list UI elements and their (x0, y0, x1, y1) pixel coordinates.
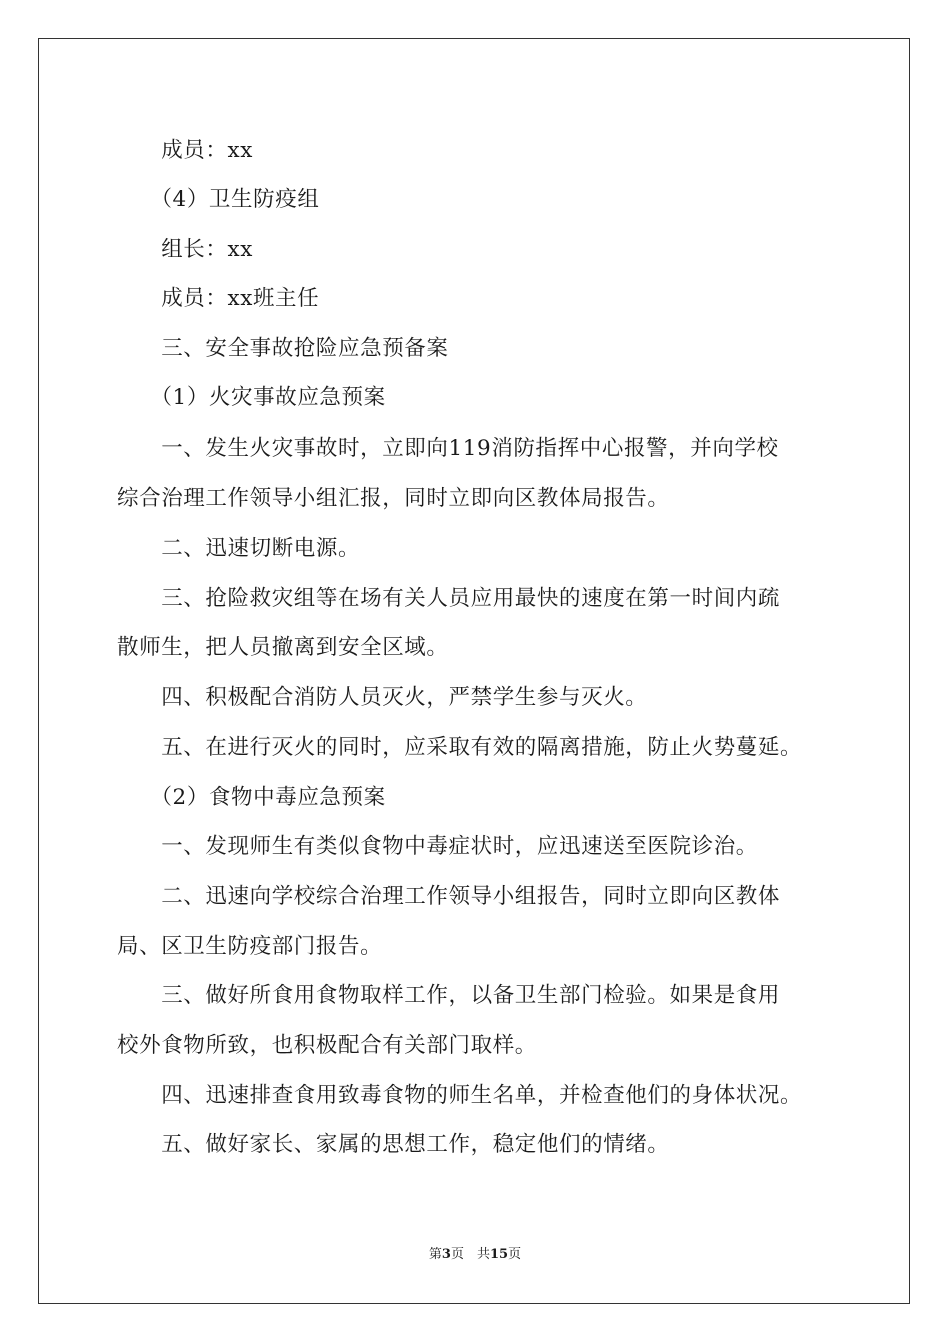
page-footer (0, 1246, 950, 1264)
text-line: 散师生，把人员撤离到安全区域。 (117, 635, 449, 660)
current-page-number: 3 (441, 1247, 451, 1262)
text-line: 综合治理工作领导小组汇报，同时立即向区教体局报告。 (117, 486, 670, 511)
text-line: 二、迅速切断电源。 (117, 536, 361, 561)
section-heading: 三、安全事故抢险应急预备案 (117, 336, 449, 361)
page-border (38, 38, 910, 1304)
subsection-heading: （1）火灾事故应急预案 (117, 385, 386, 410)
text-line: 五、做好家长、家属的思想工作，稳定他们的情绪。 (117, 1132, 670, 1157)
text-line: 局、区卫生防疫部门报告。 (117, 934, 383, 959)
footer-prefix: 第 (428, 1247, 442, 1262)
text-line: 校外食物所致，也积极配合有关部门取样。 (117, 1033, 537, 1058)
text-line: 五、在进行灭火的同时，应采取有效的隔离措施，防止火势蔓延。 (117, 735, 803, 760)
text-line: 成员：xx (117, 138, 253, 163)
footer-suffix: 页 (508, 1247, 522, 1262)
subsection-heading: （2）食物中毒应急预案 (117, 785, 386, 810)
text-line: 四、迅速排查食用致毒食物的师生名单，并检查他们的身体状况。 (117, 1083, 803, 1108)
text-line: （4）卫生防疫组 (117, 187, 320, 212)
total-page-number: 15 (489, 1247, 509, 1262)
footer-mid: 页 共 (450, 1247, 490, 1262)
text-line: 四、积极配合消防人员灭火，严禁学生参与灭火。 (117, 685, 648, 710)
text-line: 成员：xx班主任 (117, 286, 320, 311)
text-line: 三、抢险救灾组等在场有关人员应用最快的速度在第一时间内疏 (117, 586, 781, 611)
text-line: 二、迅速向学校综合治理工作领导小组报告，同时立即向区教体 (117, 884, 781, 909)
text-line: 三、做好所食用食物取样工作，以备卫生部门检验。如果是食用 (117, 983, 781, 1008)
text-line: 组长：xx (117, 237, 253, 262)
text-line: 一、发生火灾事故时，立即向119消防指挥中心报警，并向学校 (117, 436, 779, 461)
text-line: 一、发现师生有类似食物中毒症状时，应迅速送至医院诊治。 (117, 834, 758, 859)
